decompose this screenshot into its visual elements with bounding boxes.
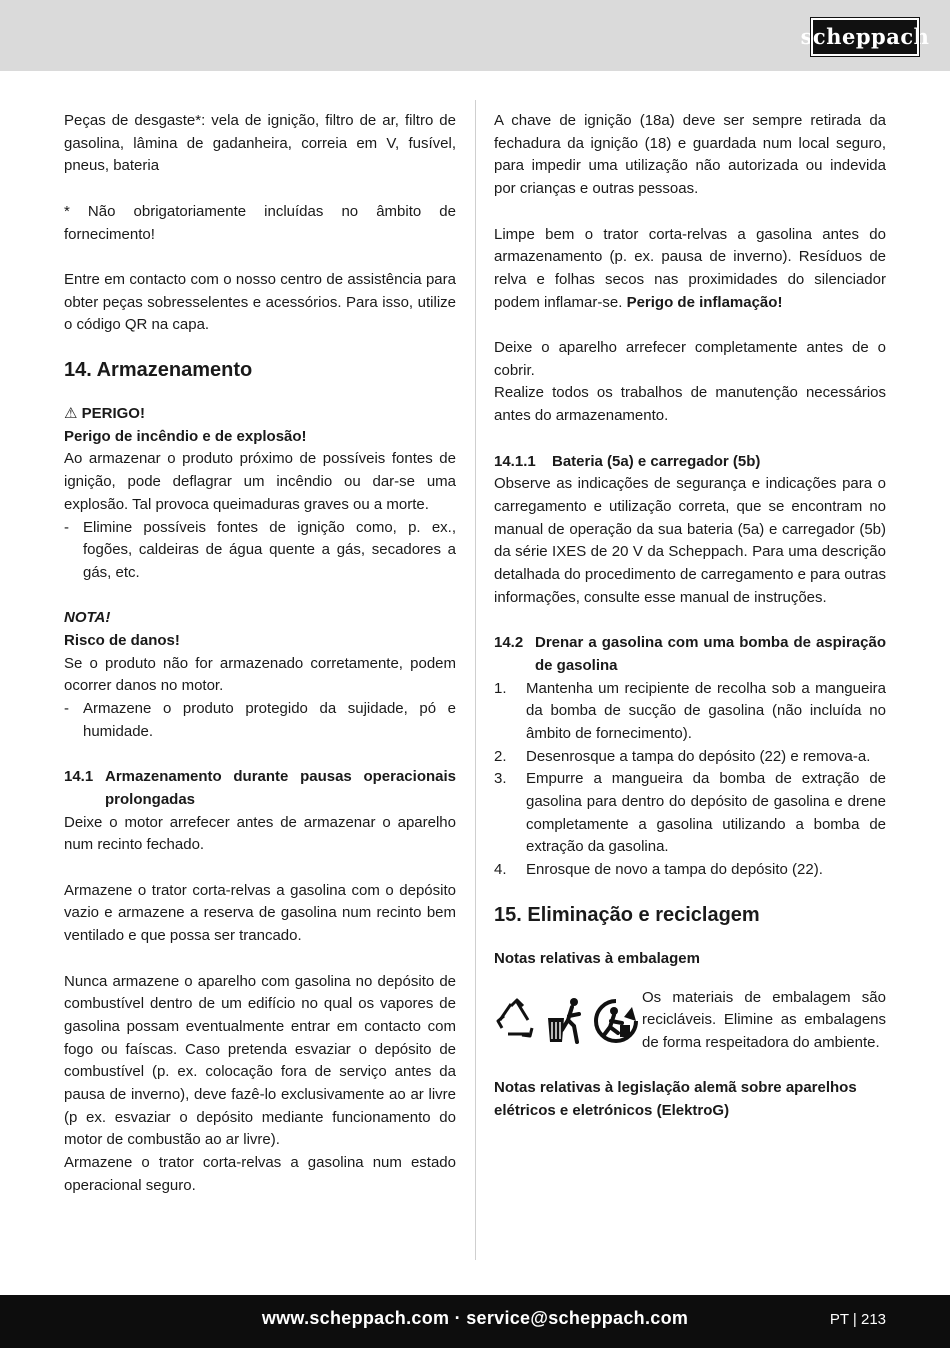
right-column <box>494 110 886 1123</box>
section-14-1-1-heading <box>494 451 886 474</box>
elektrog-notes-title: Notas relativas à legislação alemã sobre aparelhos elétricos e eletrónicos (ElektroG) <box>494 1079 857 1120</box>
section-14-2-heading <box>494 632 886 677</box>
packaging-block <box>494 987 886 1055</box>
wear-parts-note: * Não obrigatoriamente incluídas no âmbito de fornecimento! <box>64 202 456 243</box>
ignition-danger-text: Perigo de inflamação! <box>626 293 783 311</box>
section-14-heading: 14. Armazenamento <box>64 359 253 381</box>
storage-text-1: Deixe o motor arrefecer antes de armazenar o aparelho num recinto fechado. <box>64 813 456 854</box>
step-number: 1. <box>494 679 507 697</box>
list-item <box>494 678 886 746</box>
cleaning-text-body: Limpe bem o trator corta-relvas a gasolina antes do armazenamento (p. ex. pausa de inverno). Resíduos de relva e folhas secos nas proximidades do silenciador podem inflamar-se. <box>494 225 886 311</box>
footer-contact: www.scheppach.com · service@scheppach.com <box>261 1308 689 1328</box>
brand-logo-text: scheppach <box>800 23 930 49</box>
section-14-1-heading <box>64 766 456 811</box>
drain-steps-list <box>494 678 886 882</box>
section-14-2-number: 14.2 <box>494 634 524 652</box>
dash-marker: - <box>64 518 69 536</box>
danger-list-item <box>64 517 456 585</box>
danger-title: ⚠ PERIGO! <box>64 405 145 422</box>
note-text: Se o produto não for armazenado corretamente, podem ocorrer danos no motor. <box>64 654 456 695</box>
ignition-key-text: A chave de ignição (18a) deve ser sempre retirada da fechadura da ignição (18) e guardada num local seguro, para impedir uma utilização não autorizada ou indevida por crianças e outras pessoas. <box>494 112 886 198</box>
cleaning-text <box>494 224 886 315</box>
section-15-heading: 15. Eliminação e reciclagem <box>494 903 760 926</box>
section-14-2-title: Drenar a gasolina com uma bomba de aspiração de gasolina <box>535 634 886 674</box>
packaging-text: Os materiais de embalagem são recicláveis. Elimine as embalagens de forma respeitadora do ambiente. <box>642 988 886 1051</box>
step-number: 4. <box>494 861 507 879</box>
dash-marker: - <box>64 700 69 718</box>
note-list-item-text: Armazene o produto protegido da sujidade, pó e humidade. <box>83 700 456 740</box>
note-title: NOTA! <box>64 609 111 627</box>
list-item <box>494 859 886 882</box>
page-number: PT | 213 <box>829 1311 886 1328</box>
storage-text-3: Nunca armazene o aparelho com gasolina no depósito de combustível dentro de um edifício no qual os vapores de gasolina possam eventualmente entrar em contacto com fogo ou faíscas. Caso pretenda esvaziar o depósito de combustível (p. ex. colocação fora de serviço antes da pausa de inverno), deve fazê-lo exclusivamente ao ar livre (p ex. esvaziar o depósito mediante funcionamento do motor de combustão ao ar livre). <box>64 972 456 1149</box>
column-divider <box>475 100 476 1260</box>
maintenance-text: Realize todos os trabalhos de manutenção necessários antes do armazenamento. <box>494 384 886 425</box>
brand-logo <box>800 18 930 56</box>
step-number: 2. <box>494 747 507 765</box>
left-column <box>64 110 456 1198</box>
danger-text: Ao armazenar o produto próximo de possíveis fontes de ignição, pode deflagrar um incêndio ou dar-se uma explosão. Tal provoca queimaduras graves ou a morte. <box>64 450 456 513</box>
battery-charger-text: Observe as indicações de segurança e indicações para o carregamento e utilização correta, que se encontram no manual de operação da sua bateria (5a) e carregador (5b) da série IXES de 20 V da Scheppach. Para uma descrição detalhada do procedimento de carregamento e para outras informações, consulte esse manual de instruções. <box>494 475 886 606</box>
environment-disposal-icon <box>592 997 640 1045</box>
note-list-item <box>64 698 456 743</box>
danger-list-item-text: Elimine possíveis fontes de ignição como, p. ex., fogões, caldeiras de água quente a gás, secadores a gás, etc. <box>83 518 456 581</box>
list-item <box>494 768 886 859</box>
storage-text-4: Armazene o trator corta-relvas a gasolina num estado operacional seguro. <box>64 1154 456 1194</box>
section-14-1-1-title: Bateria (5a) e carregador (5b) <box>552 452 761 470</box>
trash-bin-icon <box>544 996 588 1046</box>
packaging-icons <box>494 991 642 1051</box>
storage-text-2: Armazene o trator corta-relvas a gasolina com o depósito vazio e armazene a reserva de gasolina num recinto bem ventilado e que possa ser trancado. <box>64 881 456 945</box>
service-contact-text: Entre em contacto com o nosso centro de assistência para obter peças sobresselentes e acessórios. Para isso, utilize o código QR na capa. <box>64 270 456 334</box>
step-text: Desenrosque a tampa do depósito (22) e remova-a. <box>526 747 871 765</box>
section-14-1-number: 14.1 <box>64 768 94 786</box>
step-text: Mantenha um recipiente de recolha sob a mangueira da bomba de sucção de gasolina (não incluída no âmbito de fornecimento). <box>526 679 886 742</box>
header-bar <box>0 0 950 71</box>
danger-subtitle: Perigo de incêndio e de explosão! <box>64 427 307 445</box>
recycle-icon <box>494 998 540 1044</box>
step-number: 3. <box>494 770 507 788</box>
step-text: Enrosque de novo a tampa do depósito (22). <box>526 861 823 879</box>
wear-parts-text: Peças de desgaste*: vela de ignição, filtro de ar, filtro de gasolina, lâmina de gadanheira, correia em V, fusível, pneus, bateria <box>64 112 456 175</box>
cool-down-text: Deixe o aparelho arrefecer completamente antes de o cobrir. <box>494 339 886 379</box>
footer-bar <box>0 1295 950 1348</box>
packaging-notes-title: Notas relativas à embalagem <box>494 949 700 967</box>
section-14-1-title: Armazenamento durante pausas operacionais prolongadas <box>105 768 456 808</box>
note-subtitle: Risco de danos! <box>64 632 180 650</box>
section-14-1-1-number: 14.1.1 <box>494 452 536 470</box>
list-item <box>494 746 886 769</box>
step-text: Empurre a mangueira da bomba de extração de gasolina para dentro do depósito de gasolina e drene completamente a gasolina utilizando a bomba de extração da gasolina. <box>526 770 886 856</box>
